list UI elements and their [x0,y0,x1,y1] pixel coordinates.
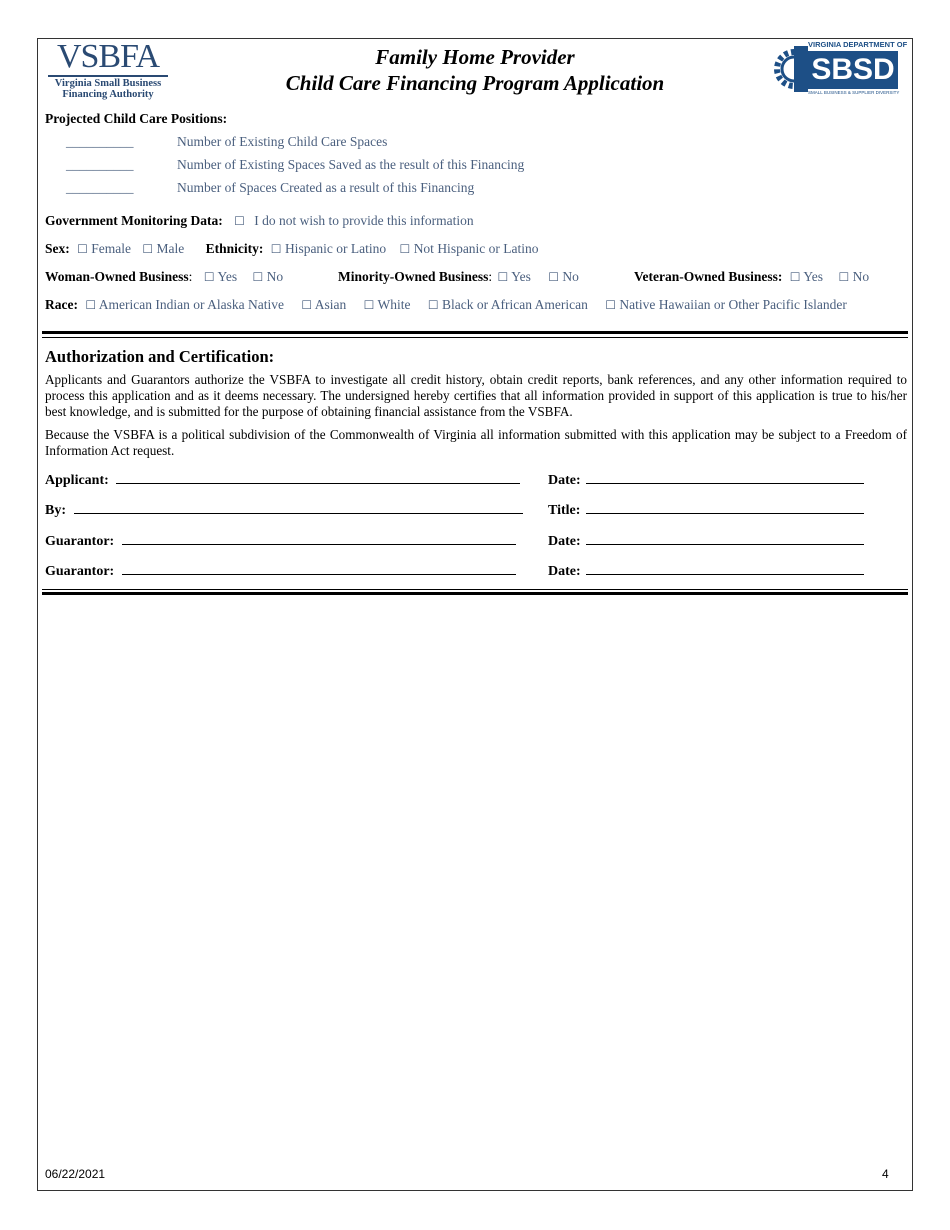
race-row [45,297,847,313]
race-label: Race: [45,297,78,312]
opt-out-checkbox[interactable]: ☐ [234,214,245,228]
female-checkbox[interactable]: ☐ [77,242,88,256]
created-spaces-label: Number of Spaces Created as a result of this Financing [177,180,475,195]
not-hispanic-label: Not Hispanic or Latino [413,241,539,256]
form-title-line2: Child Care Financing Program Application [285,71,665,95]
bottom-divider [42,589,908,595]
applicant-date-line[interactable] [586,469,864,484]
by-signature: By: [45,499,523,520]
applicant-date: Date: [548,469,864,490]
guarantor-1-signature: Guarantor: [45,530,516,551]
race-white-checkbox[interactable]: ☐ [363,298,375,312]
title-line[interactable] [586,499,864,514]
applicant-signature-line[interactable] [116,469,520,484]
positions-heading: Projected Child Care Positions: [45,111,228,126]
female-label: Female [91,241,132,256]
veteran-owned-label: Veteran-Owned Business: [634,269,783,284]
guarantor-1-date: Date: [548,530,864,551]
authorization-heading: Authorization and Certification: [45,347,275,366]
sbsd-logo: VIRGINIA DEPARTMENT OF SBSD SMALL BUSINESS & SUPPLIER DIVERSITY [772,40,900,98]
existing-spaces-blank[interactable]: __________ [66,134,134,149]
race-american-indian-label: American Indian or Alaska Native [98,297,284,312]
saved-spaces-label: Number of Existing Spaces Saved as the result of this Financing [177,157,525,172]
footer-date: 06/22/2021 [45,1167,106,1181]
race-white-label: White [377,297,411,312]
woman-owned-group: Woman-Owned Business: ☐ Yes ☐ No [45,269,284,284]
race-asian-checkbox[interactable]: ☐ [301,298,313,312]
race-pacific-islander-checkbox[interactable]: ☐ [605,298,616,312]
saved-spaces-blank[interactable]: __________ [66,157,134,172]
ethnicity-label: Ethnicity: [205,241,264,256]
monitoring-label: Government Monitoring Data: [45,213,223,228]
veteran-owned-no-checkbox[interactable]: ☐ [838,270,850,284]
monitoring-row [45,213,474,229]
woman-owned-yes-label: Yes [217,269,238,284]
gear-icon [772,40,808,98]
veteran-owned-no-label: No [852,269,870,284]
opt-out-label: I do not wish to provide this information [254,213,474,228]
guarantor-1-signature-line[interactable] [122,530,516,545]
woman-owned-label: Woman-Owned Business [45,269,189,284]
minority-owned-yes-checkbox[interactable]: ☐ [497,270,509,284]
race-asian-label: Asian [314,297,347,312]
form-title-line1: Family Home Provider [375,45,575,69]
sex-ethnicity-row [45,241,539,257]
hispanic-checkbox[interactable]: ☐ [270,242,282,256]
minority-owned-group: Minority-Owned Business: ☐ Yes ☐ No [338,269,579,284]
created-spaces-blank[interactable]: __________ [66,180,134,195]
hispanic-label: Hispanic or Latino [284,241,387,256]
veteran-owned-yes-checkbox[interactable]: ☐ [789,270,801,284]
woman-owned-no-label: No [266,269,284,284]
title-field: Title: [548,499,864,520]
guarantor-2-signature-line[interactable] [122,560,516,575]
applicant-signature: Applicant: [45,469,520,490]
veteran-owned-yes-label: Yes [803,269,824,284]
woman-owned-no-checkbox[interactable]: ☐ [252,270,264,284]
vsbfa-logo: VSBFA Virginia Small Business Financing Authority [42,40,174,98]
guarantor-2-signature: Guarantor: [45,560,516,581]
minority-owned-yes-label: Yes [511,269,531,284]
male-checkbox[interactable]: ☐ [142,242,154,256]
race-black-checkbox[interactable]: ☐ [427,298,439,312]
foia-paragraph: Because the VSBFA is a political subdivision of the Commonwealth of Virginia all information submitted with this application may be subject to a Freedom of Information Act request. [45,427,907,458]
by-signature-line[interactable] [74,499,523,514]
male-label: Male [156,241,185,256]
page-border [37,38,913,1191]
authorization-paragraph: Applicants and Guarantors authorize the VSBFA to investigate all credit history, obtain credit reports, bank references, and any other information required to process this application and as it deems necessary. The undersigned hereby certifies that all information provided in support of this application is true to his/her best knowledge, and is submitted for the purpose of obtaining financial assistance from the VSBFA. [45,372,907,419]
race-american-indian-checkbox[interactable]: ☐ [85,298,97,312]
woman-owned-yes-checkbox[interactable]: ☐ [203,270,215,284]
not-hispanic-checkbox[interactable]: ☐ [399,242,411,256]
guarantor-1-date-line[interactable] [586,530,864,545]
minority-owned-label: Minority-Owned Business [338,269,489,284]
guarantor-2-date: Date: [548,560,864,581]
race-pacific-islander-label: Native Hawaiian or Other Pacific Islander [619,297,847,312]
page-number: 4 [882,1167,889,1181]
minority-owned-no-checkbox[interactable]: ☐ [548,270,559,284]
minority-owned-no-label: No [562,269,579,284]
guarantor-2-date-line[interactable] [586,560,864,575]
sex-label: Sex: [45,241,70,256]
race-black-label: Black or African American [442,297,588,312]
section-divider [42,331,908,338]
existing-spaces-label: Number of Existing Child Care Spaces [177,134,388,149]
veteran-owned-group [634,269,869,285]
